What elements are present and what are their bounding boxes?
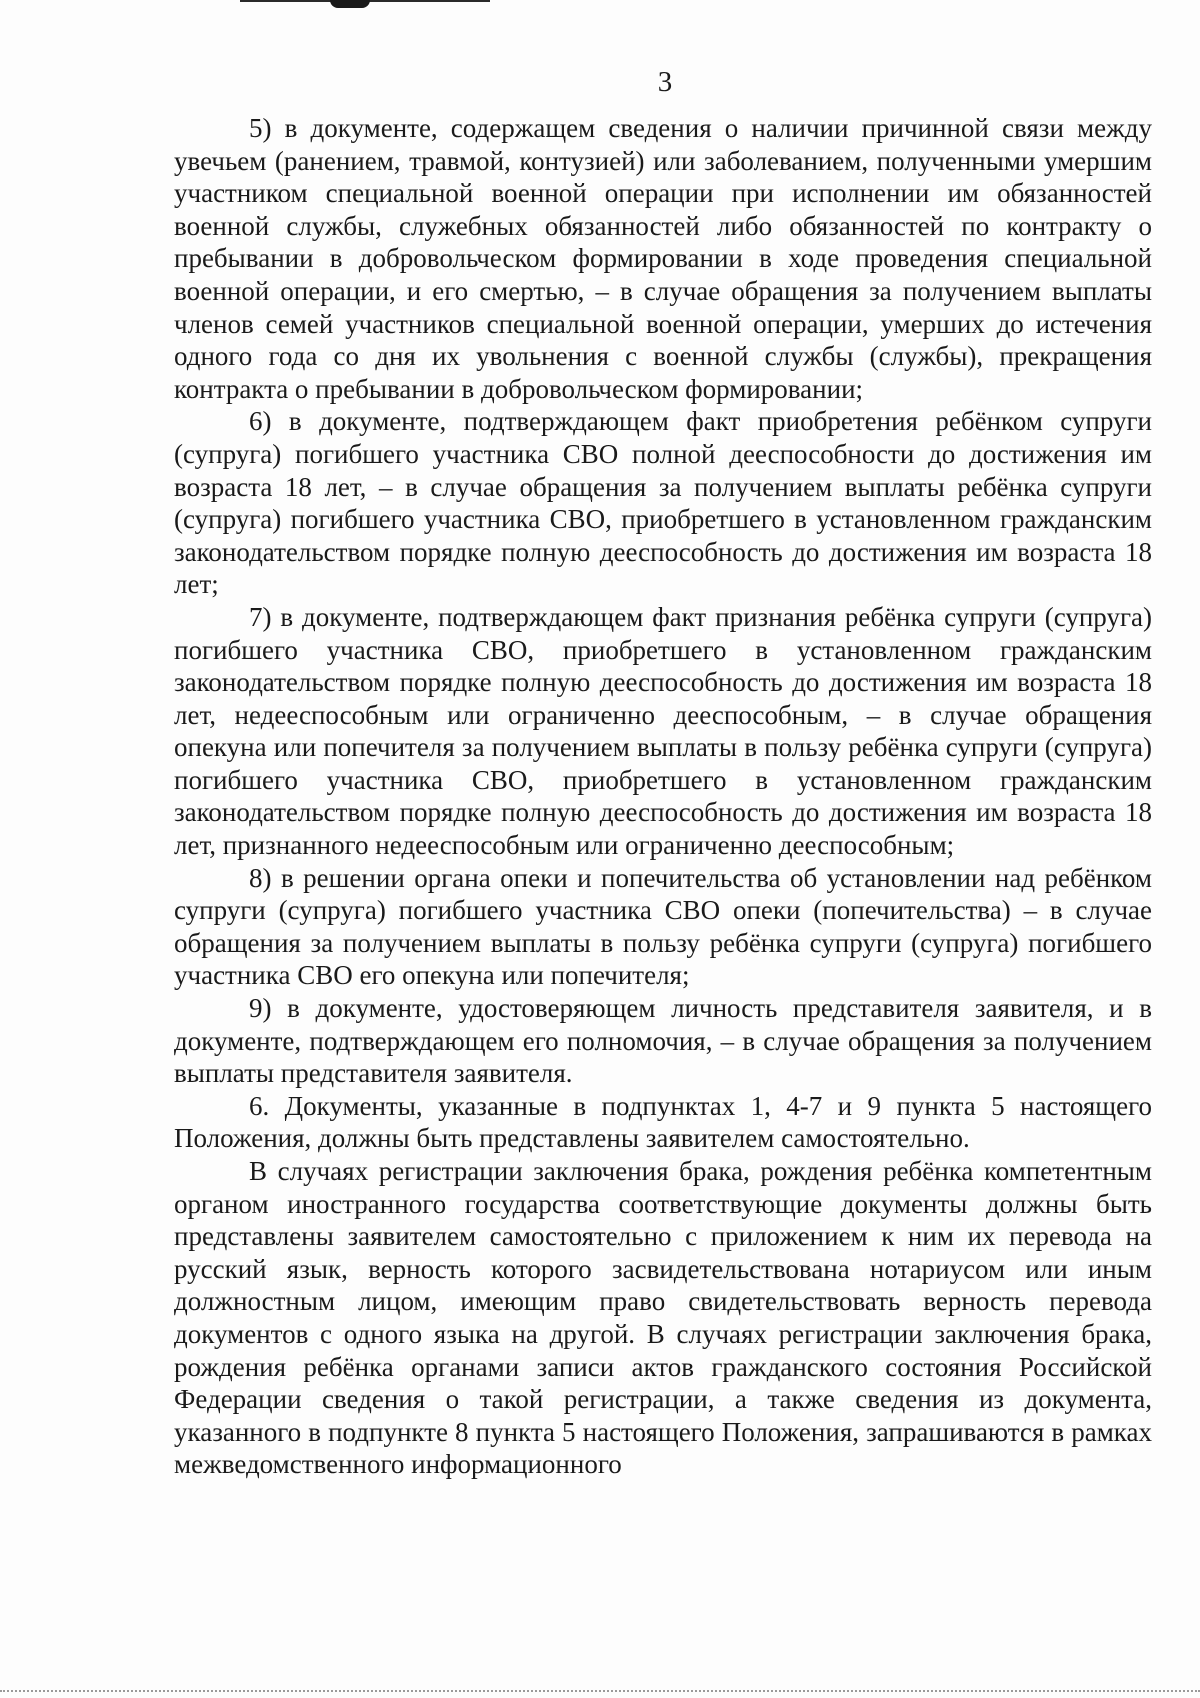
paragraph-section-6: 6. Документы, указанные в подпунктах 1, 4-7 и 9 пункта 5 настоящего Положения, должны быть представлены заявителем самостоятельно. — [174, 1090, 1152, 1154]
paragraph-item-8: 8) в решении органа опеки и попечительства об установлении над ребёнком супруги (супруга) погибшего участника СВО опеки (попечительства) – в случае обращения за получением выплаты в пользу ребёнка супруги (супруга) погибшего участника СВО его опекуна или попечителя; — [174, 862, 1152, 991]
scan-bottom-edge — [0, 1690, 1200, 1692]
paragraph-item-6: 6) в документе, подтверждающем факт приобретения ребёнком супруги (супруга) погибшего участника СВО полной дееспособности до достижения им возраста 18 лет, – в случае обращения за получением выплаты ребёнка супруги (супруга) погибшего участника СВО, приобретшего в установленном гражданским законодательством порядке полную дееспособность до достижения им возраста 18 лет; — [174, 406, 1152, 600]
paragraph-item-9: 9) в документе, удостоверяющем личность представителя заявителя, и в документе, подтверждающем его полномочия, – в случае обращения за получением выплаты представителя заявителя. — [174, 993, 1152, 1089]
paragraph-foreign-registration: В случаях регистрации заключения брака, рождения ребёнка компетентным органом иностранного государства соответствующие документы должны быть представлены заявителем самостоятельно с приложением к ним их перевода на русский язык, верность которого засвидетельствована нотариусом или иным должностным лицом, имеющим право свидетельствовать верность перевода документов с одного языка на другой. В случаях регистрации заключения брака, рождения ребёнка органами записи актов гражданского состояния Российской Федерации сведения о такой регистрации, а также сведения из документа, указанного в подпункте 8 пункта 5 настоящего Положения, запрашиваются в рамках межведомственного информационного — [174, 1156, 1152, 1480]
paragraph-item-7: 7) в документе, подтверждающем факт признания ребёнка супруги (супруга) погибшего участника СВО, приобретшего в установленном гражданским законодательством порядке полную дееспособность до достижения им возраста 18 лет, недееспособным или ограниченно дееспособным, – в случае обращения опекуна или попечителя за получением выплаты в пользу ребёнка супруги (супруга) погибшего участника СВО, приобретшего в установленном гражданским законодательством порядке полную дееспособность до достижения им возраста 18 лет, признанного недееспособным или ограниченно дееспособным; — [174, 601, 1152, 861]
document-body — [174, 112, 1152, 1481]
page-number: 3 — [657, 66, 673, 98]
scan-artifact — [330, 0, 370, 8]
paragraph-item-5: 5) в документе, содержащем сведения о наличии причинной связи между увечьем (ранением, травмой, контузией) или заболеванием, полученными умершим участником специальной военной операции при исполнении им обязанностей военной службы, служебных обязанностей либо обязанностей по контракту о пребывании в добровольческом формировании в ходе проведения специальной военной операции, и его смертью, – в случае обращения за получением выплаты членов семей участников специальной военной операции, умерших до истечения одного года со дня их увольнения с военной службы (службы), прекращения контракта о пребывании в добровольческом формировании; — [174, 113, 1152, 404]
